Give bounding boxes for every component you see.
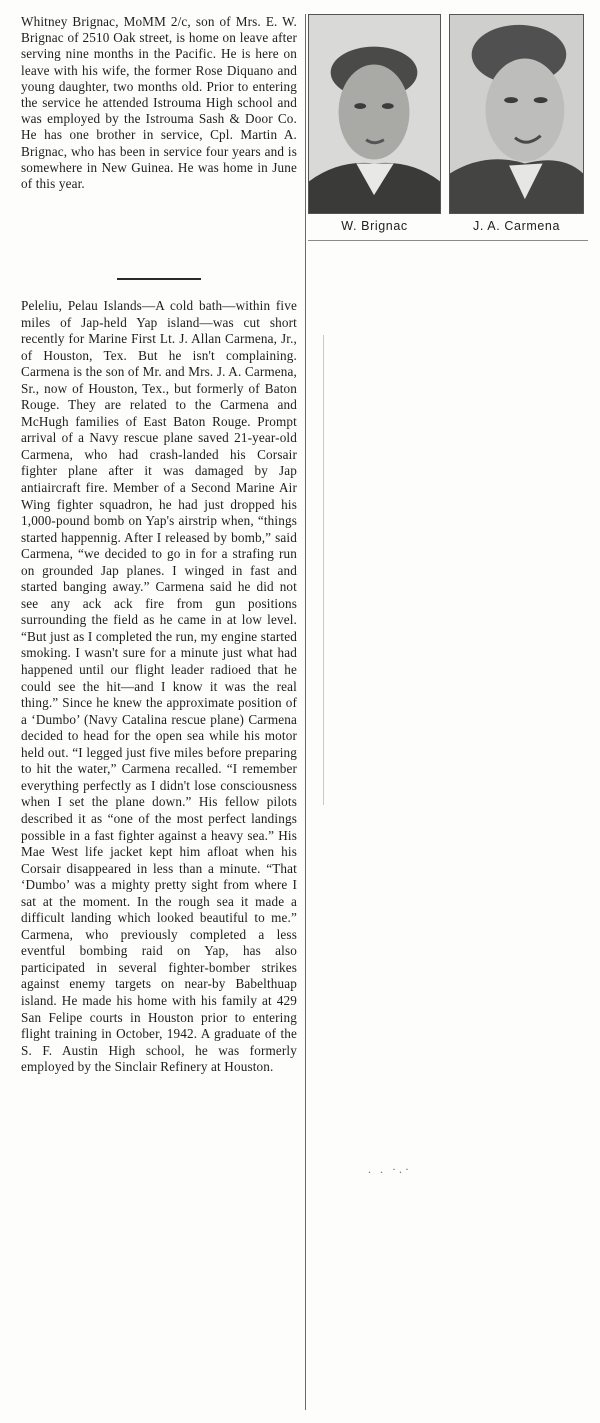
brignac-caption: W. Brignac (341, 219, 408, 233)
carmena-photo (449, 14, 584, 214)
carmena-story: Peleliu, Pelau Islands—A cold bath—within five miles of Jap-held Yap island—was cut short recently for Marine First Lt. J. Allan Carmena, Jr., of Houston, Tex. But he isn't complaining. Carmena is the son of Mr. and Mrs. J. A. Carmena, Sr., now of Houston, Tex., but formerly of Baton Rouge. They are related to the Carmena and McHugh families of East Baton Rouge. Prompt arrival of a Navy rescue plane saved 21-year-old Carmena, who had crash-landed his Corsair fighter plane after it was damaged by Jap antiaircraft fire. Member of a Second Marine Air Wing fighter squadron, he had just dropped his 1,000-pound bomb on Yap's airstrip when, “things started happennig. After I released by bomb,” said Carmena, “we decided to go in for a strafing run on grounded Jap planes. I winged in fast and started banging away.” Carmena said he did not see any ack ack fire from gun positions surrounding the field as he came in at low level. “But just as I completed the run, my engine started smoking. I wasn't sure for a minute just what had happened until our flight leader radioed that he could see the hit—and I know it was the real thing.” Since he knew the approximate position of a ‘Dumbo’ (Navy Catalina rescue plane) Carmena decided to head for the open sea while his motor held out. “I legged just five miles before preparing to hit the water,” Carmena recalled. “I remember everything perfectly as I didn't lose consciousness when I set the plane down.” His fellow pilots described it as “one of the most perfect landings possible in a fast fighter against a heavy sea.” His Mae West life jacket kept him afloat when his Corsair disappeared in less than a minute. “That ‘Dumbo’ was a mighty pretty sight from where I sat at the moment. In the rough sea it made a difficult landing which looked beautiful to me.” Carmena, who previously completed a less eventful bombing raid on Yap, has also participated in several fighter-bomber strikes against enemy targets on near-by Babelthuap island. He made his home with his family at 429 San Felipe courts in Houston prior to entering flight training in October, 1942. A graduate of the S. F. Austin High school, he was formerly employed by the Sinclair Refinery at Houston. (21, 298, 297, 1075)
brignac-story: Whitney Brignac, MoMM 2/c, son of Mrs. E. W. Brignac of 2510 Oak street, is home on leave after serving nine months in the Pacific. He is here on leave with his wife, the former Rose Diquano and young daughter, two months old. Prior to entering the service he attended Istrouma High school and was employed by the Istrouma Sash & Door Co. He has one brother in service, Cpl. Martin A. Brignac, who has been in service four years and is somewhere in New Guinea. He was home in June of this year. (21, 14, 297, 192)
column-rule (305, 14, 306, 1410)
scan-margin-line (323, 335, 324, 805)
brignac-portrait-image (309, 15, 440, 213)
caption-rule (308, 240, 588, 241)
carmena-portrait-image (450, 15, 583, 213)
story-divider (117, 278, 201, 280)
article-column (21, 14, 297, 1411)
brignac-photo (308, 14, 441, 214)
carmena-caption: J. A. Carmena (473, 219, 560, 233)
scan-specks: . . ·.· (368, 1162, 412, 1176)
